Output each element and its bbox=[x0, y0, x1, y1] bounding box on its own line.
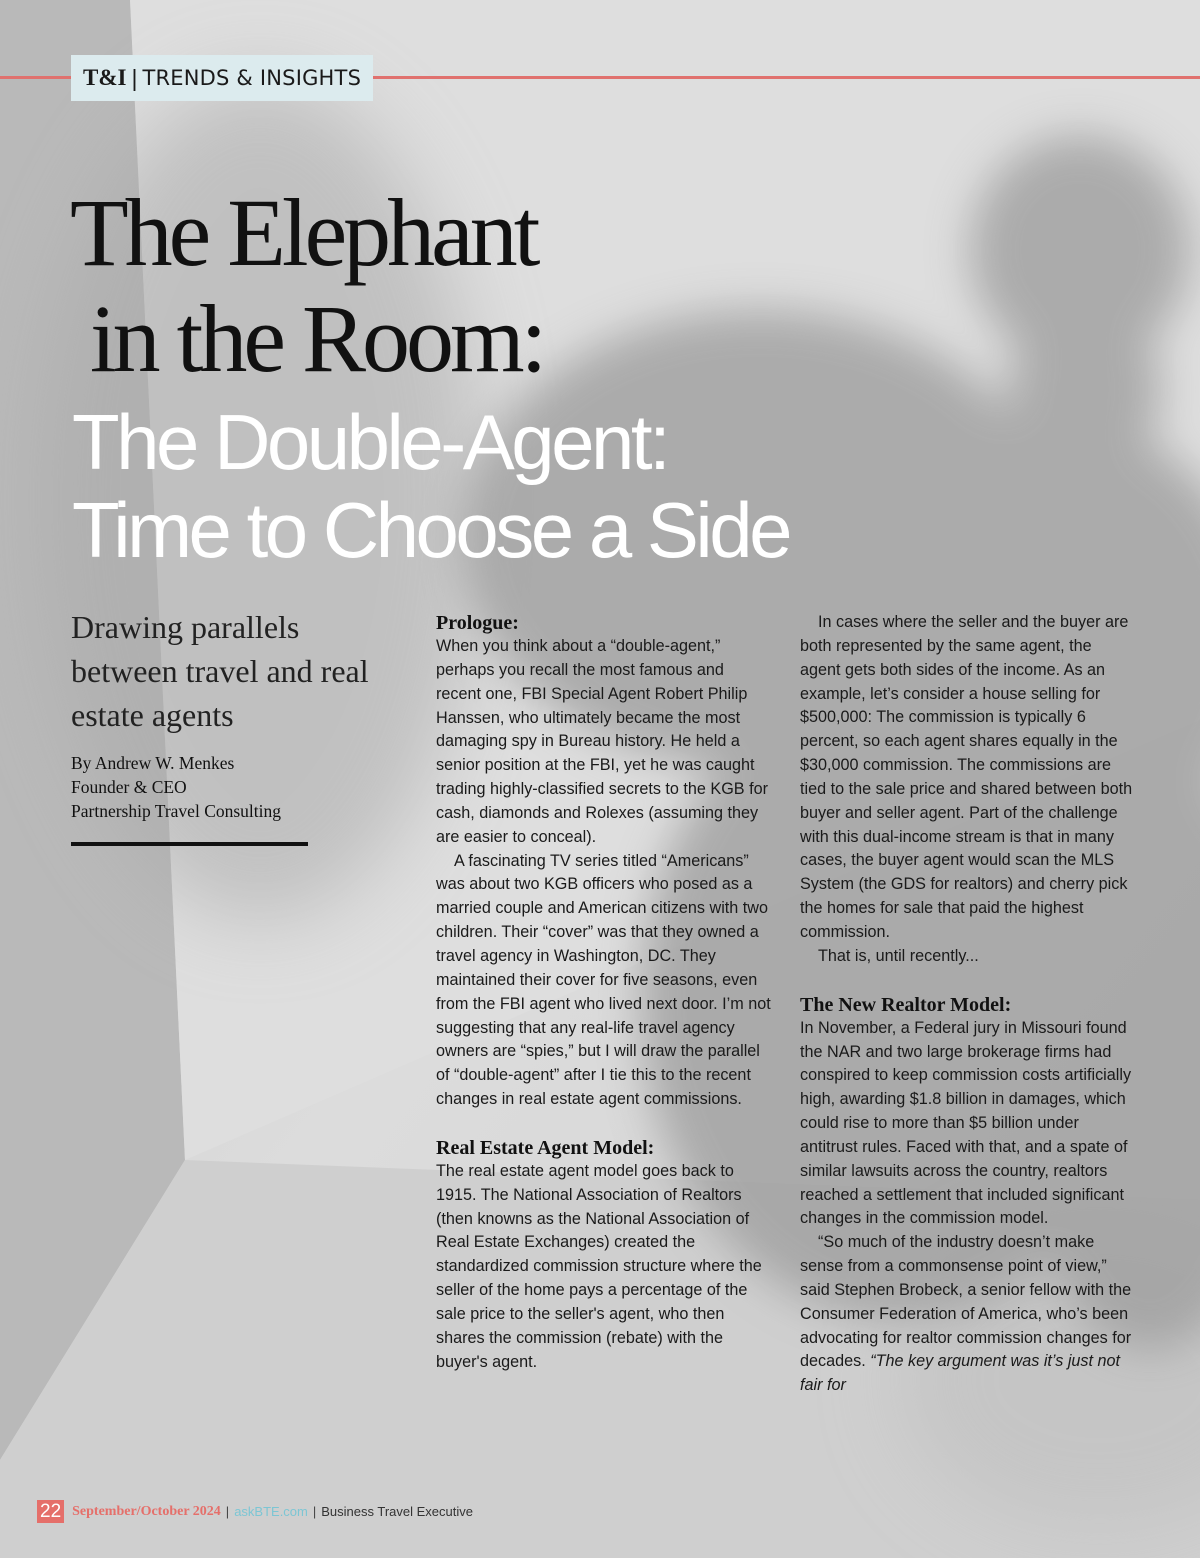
article-column-1 bbox=[436, 611, 772, 1374]
paragraph: A fascinating TV series titled “Americans” was about two KGB officers who posed as a married couple and American citizens with two children. Their “cover” was that they owned a travel agency in Washington, DC. They maintained their cover for five seasons, even from the FBI agent who lived next door. I’m not suggesting that any real-life travel agency owners are “spies,” but I will draw the parallel of “double-agent” after I tie this to the recent changes in real estate agent commissions. bbox=[436, 851, 771, 1109]
subtitle-line-1: The Double-Agent: bbox=[72, 398, 668, 486]
byline-author: By Andrew W. Menkes bbox=[71, 753, 235, 773]
article-subtitle bbox=[72, 398, 789, 574]
new-realtor-model-heading: The New Realtor Model: bbox=[800, 993, 1012, 1016]
section-separator: | bbox=[131, 64, 138, 91]
paragraph: In November, a Federal jury in Missouri found the NAR and two large brokerage firms had conspired to keep commission costs artificially high, awarding $1.8 billion in damages, which could rise to more than $5 billion under antitrust rules. Faced with that, and a spate of similar lawsuits across the country, realtors reached a settlement that included significant changes in the commission model. bbox=[800, 1018, 1132, 1228]
paragraph: When you think about a “double-agent,” perhaps you recall the most famous and recent one, FBI Special Agent Robert Philip Hanssen, who ultimately became the most damaging spy in Bureau history. He held a senior position at the FBI, yet he was caught trading highly-classified secrets to the KGB for cash, diamonds and Rolexes (assuming they are easier to conceal). bbox=[436, 637, 768, 846]
footer-separator: | bbox=[225, 1504, 230, 1519]
article-column-2 bbox=[800, 611, 1136, 1398]
publication-name: Business Travel Executive bbox=[321, 1504, 473, 1519]
paragraph bbox=[800, 1231, 1136, 1398]
article-dek: Drawing parallels between travel and real estate agents bbox=[71, 609, 369, 733]
quote-italic: “The key argument was it’s just not fair for bbox=[800, 1352, 1121, 1395]
subtitle-line-2: Time to Choose a Side bbox=[72, 486, 790, 574]
page-number: 22 bbox=[37, 1500, 64, 1523]
footer-separator: | bbox=[312, 1504, 317, 1519]
page-footer bbox=[37, 1500, 473, 1523]
section-label bbox=[71, 55, 373, 101]
issue-date: September/October 2024 bbox=[72, 1503, 221, 1519]
title-line-1: The Elephant bbox=[70, 179, 537, 286]
website-link[interactable]: askBTE.com bbox=[234, 1504, 308, 1519]
quote-text: “So much of the industry doesn’t make sense from a commonsense point of view,” said Stephen Brobeck, a senior fellow with the Consumer Federation of America, who’s been advocating for realtor commission changes for decades. bbox=[800, 1233, 1132, 1371]
prologue-heading: Prologue: bbox=[436, 612, 519, 634]
byline-role: Founder & CEO bbox=[71, 777, 187, 797]
section-name: TRENDS & INSIGHTS bbox=[142, 66, 362, 90]
title-line-2: in the Room: bbox=[90, 285, 544, 392]
byline-company: Partnership Travel Consulting bbox=[71, 801, 282, 821]
byline bbox=[71, 751, 391, 823]
byline-rule bbox=[71, 842, 308, 846]
section-abbr: T&I bbox=[83, 65, 127, 90]
paragraph: In cases where the seller and the buyer are both represented by the same agent, the agent gets both sides of the income. As an example, let’s consider a house selling for $500,000: The commission is typically 6 percent, so each agent shares equally in the $30,000 commission. The commissions are tied to the sale price and shared between both buyer and seller agent. Part of the challenge with this dual-income stream is that in many cases, the buyer agent would scan the MLS System (the GDS for realtors) and cherry pick the homes for sale that paid the highest commission. bbox=[800, 613, 1133, 941]
paragraph: The real estate agent model goes back to 1915. The National Association of Realtors (then knowns as the National Association of Real Estate Exchanges) created the standardized commission structure where the seller of the home pays a percentage of the sale price to the seller's agent, who then shares the commission (rebate) with the buyer's agent. bbox=[436, 1161, 762, 1371]
paragraph: That is, until recently... bbox=[818, 946, 979, 965]
article-title bbox=[70, 180, 543, 392]
real-estate-model-heading: Real Estate Agent Model: bbox=[436, 1136, 655, 1159]
